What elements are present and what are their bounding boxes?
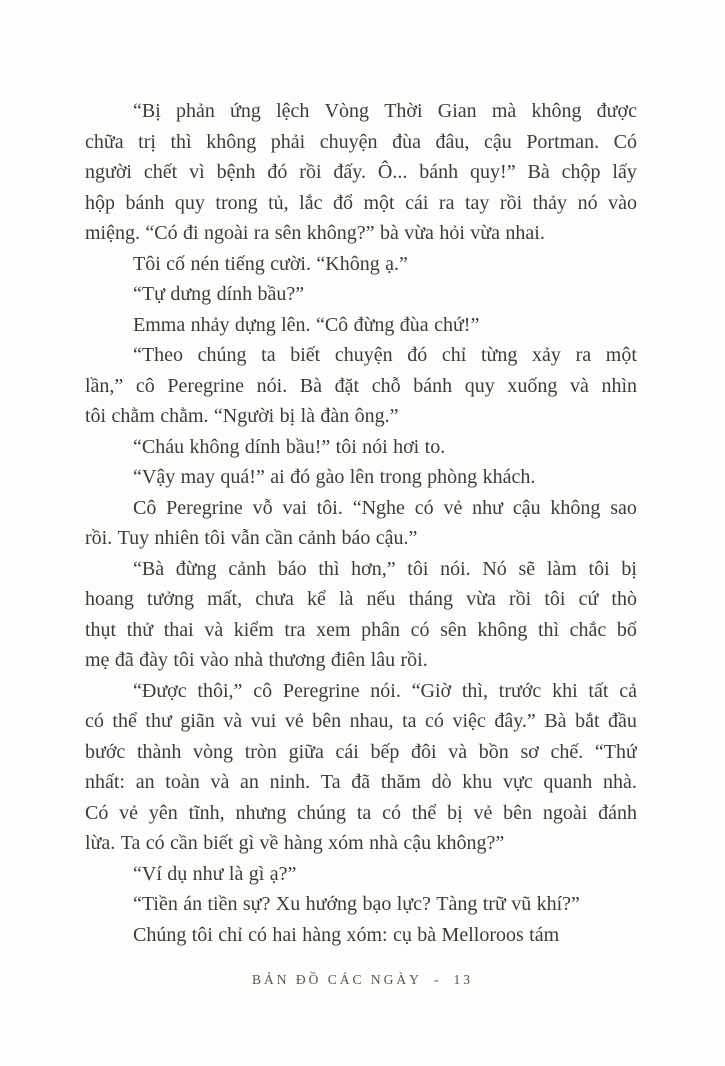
text-line: mẹ đã đày tôi vào nhà thương điên lâu rồi.: [85, 649, 428, 671]
text-line: “Vậy may quá!” ai đó gào lên trong phòng khách.: [133, 466, 536, 488]
text-line: “Ví dụ như là gì ạ?”: [133, 862, 297, 885]
footer-page-number: 13: [453, 972, 473, 987]
text-line: tôi chằm chằm. “Người bị là đàn ông.”: [85, 405, 399, 427]
text-line: rồi. Tuy nhiên tôi vẫn cần cảnh báo cậu.”: [85, 527, 418, 549]
running-footer: [0, 972, 725, 988]
text-line: Chúng tôi chỉ có hai hàng xóm: cụ bà Melloroos tám: [133, 923, 560, 946]
text-line: bước thành vòng tròn giữa cái bếp đôi và bồn sơ chế. “Thứ: [85, 740, 637, 763]
text-line: lần,” cô Peregrine nói. Bà đặt chỗ bánh quy xuống và nhìn: [85, 374, 637, 397]
text-line: miệng. “Có đi ngoài ra sên không?” bà vừa hỏi vừa nhai.: [85, 222, 545, 244]
text-line: hộp bánh quy trong tủ, lắc đổ một cái ra tay rồi thảy nó vào: [85, 191, 637, 214]
text-line: Có vẻ yên tĩnh, nhưng chúng ta có thể bị vẻ bên ngoài đánh: [85, 801, 637, 824]
text-line: Tôi cố nén tiếng cười. “Không ạ.”: [133, 252, 408, 275]
text-line: Emma nhảy dựng lên. “Cô đừng đùa chứ!”: [133, 313, 480, 336]
text-line: chữa trị thì không phải chuyện đùa đâu, cậu Portman. Có: [85, 130, 637, 153]
text-line: người chết vì bệnh đó rồi đấy. Ô... bánh quy!” Bà chộp lấy: [85, 161, 637, 183]
text-line: “Tự dưng dính bầu?”: [133, 283, 305, 305]
text-line: “Được thôi,” cô Peregrine nói. “Giờ thì, trước khi tất cả: [133, 679, 637, 702]
text-line: hoang tưởng mất, chưa kể là nếu tháng vừa rồi tôi cứ thò: [85, 588, 637, 610]
text-line: “Tiền án tiền sự? Xu hướng bạo lực? Tàng trữ vũ khí?”: [133, 893, 580, 915]
text-line: nhất: an toàn và an ninh. Ta đã thăm dò khu vực quanh nhà.: [85, 771, 637, 793]
page-body: [85, 96, 637, 950]
text-line: “Theo chúng ta biết chuyện đó chỉ từng xảy ra một: [133, 344, 637, 366]
text-line: “Bà đừng cảnh báo thì hơn,” tôi nói. Nó sẽ làm tôi bị: [133, 557, 637, 580]
footer-separator: -: [433, 972, 442, 987]
text-line: Cô Peregrine vỗ vai tôi. “Nghe có vẻ như cậu không sao: [133, 496, 637, 519]
text-line: “Cháu không dính bầu!” tôi nói hơi to.: [133, 435, 446, 458]
text-line: có thể thư giãn và vui vẻ bên nhau, ta có việc đây.” Bà bắt đầu: [85, 710, 637, 732]
footer-book-title: BẢN ĐỒ CÁC NGÀY: [252, 972, 422, 987]
text-line: thụt thử thai và kiểm tra xem phân có sên không thì chắc bố: [85, 618, 637, 641]
text-line: lừa. Ta có cần biết gì về hàng xóm nhà cậu không?”: [85, 832, 505, 854]
text-line: “Bị phản ứng lệch Vòng Thời Gian mà không được: [133, 100, 637, 122]
